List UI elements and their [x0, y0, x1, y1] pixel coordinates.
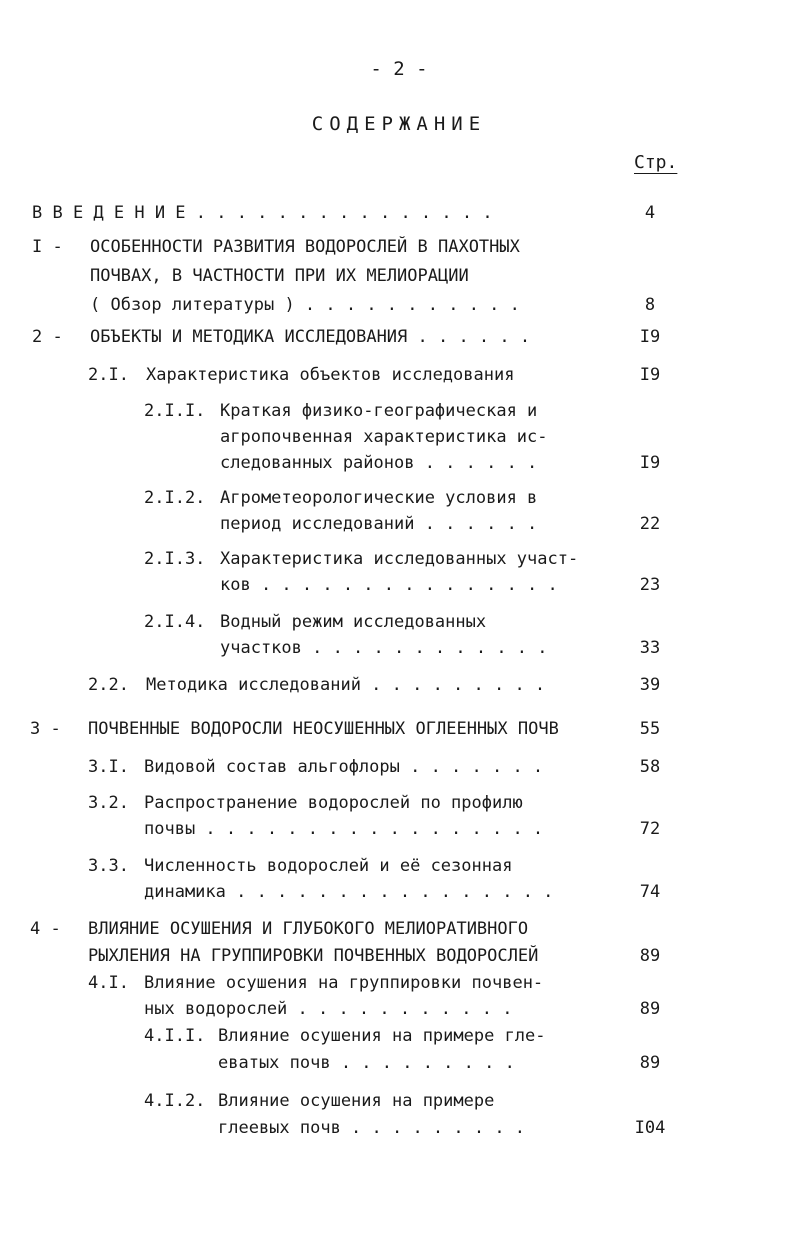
toc-entry-number: 4.I.2.: [144, 1091, 206, 1111]
toc-entry-page: 22: [639, 514, 661, 534]
toc-entry-text: Влияние осушения на примере: [218, 1091, 495, 1111]
toc-entry-text: Влияние осушения на примере гле-: [218, 1026, 546, 1046]
toc-entry-text: еватых почв . . . . . . . . .: [218, 1053, 515, 1073]
toc-entry-number: 2.I.I.: [144, 401, 206, 421]
toc-entry-text: Краткая физико-географическая и: [220, 401, 538, 421]
page-number: - 2 -: [370, 58, 428, 80]
toc-entry-number: I -: [32, 237, 63, 257]
toc-entry-text: глеевых почв . . . . . . . . .: [218, 1118, 526, 1138]
toc-entry-number: 2.2.: [88, 675, 129, 695]
toc-entry-text: ПОЧВАХ, В ЧАСТНОСТИ ПРИ ИХ МЕЛИОРАЦИИ: [90, 266, 469, 286]
toc-entry-text: участков . . . . . . . . . . . .: [220, 638, 548, 658]
toc-entry-page: 74: [639, 882, 661, 902]
toc-entry-text: Видовой состав альгофлоры . . . . . . .: [144, 757, 544, 777]
toc-entry-text: ( Обзор литературы ) . . . . . . . . . . .: [90, 295, 520, 315]
toc-entry-text: агропочвенная характеристика ис-: [220, 427, 548, 447]
toc-entry-page: 4: [644, 203, 656, 223]
toc-entry-page: 89: [639, 946, 661, 966]
toc-entry-text: РЫХЛЕНИЯ НА ГРУППИРОВКИ ПОЧВЕННЫХ ВОДОРОСЛЕЙ: [88, 946, 539, 966]
toc-entry-page: 23: [639, 575, 661, 595]
toc-entry-text: Характеристика исследованных участ-: [220, 549, 579, 569]
toc-entry-number: 2.I.3.: [144, 549, 206, 569]
toc-entry-number: 3.2.: [88, 793, 129, 813]
toc-entry-page: 39: [639, 675, 661, 695]
toc-entry-page: I9: [639, 327, 661, 347]
toc-entry-text: ков . . . . . . . . . . . . . . .: [220, 575, 558, 595]
toc-entry-text: ОБЪЕКТЫ И МЕТОДИКА ИССЛЕДОВАНИЯ . . . . . .: [90, 327, 531, 347]
toc-entry-page: I9: [639, 365, 661, 385]
toc-entry-text: Агрометеорологические условия в: [220, 488, 538, 508]
toc-entry-text: ПОЧВЕННЫЕ ВОДОРОСЛИ НЕОСУШЕННЫХ ОГЛЕЕННЫХ ПОЧВ: [88, 719, 559, 739]
toc-entry-number: 2.I.4.: [144, 612, 206, 632]
toc-entry-text: ных водорослей . . . . . . . . . . .: [144, 999, 513, 1019]
toc-entry-page: I04: [634, 1118, 666, 1138]
toc-entry-page: 55: [639, 719, 661, 739]
toc-entry-text: Водный режим исследованных: [220, 612, 487, 632]
page-title: СОДЕРЖАНИЕ: [311, 113, 487, 135]
toc-entry-text: следованных районов . . . . . .: [220, 453, 538, 473]
toc-entry-number: 4.I.I.: [144, 1026, 206, 1046]
toc-entry-page: 89: [639, 1053, 661, 1073]
toc-entry-page: 89: [639, 999, 661, 1019]
toc-entry-number: 2.I.: [88, 365, 129, 385]
toc-entry-text: Влияние осушения на группировки почвен-: [144, 973, 544, 993]
toc-entry-number: 2 -: [32, 327, 63, 347]
toc-entry-text: период исследований . . . . . .: [220, 514, 538, 534]
toc-entry-text: Распространение водорослей по профилю: [144, 793, 523, 813]
toc-entry-page: 58: [639, 757, 661, 777]
toc-entry-page: 72: [639, 819, 661, 839]
toc-entry-text: ВЛИЯНИЕ ОСУШЕНИЯ И ГЛУБОКОГО МЕЛИОРАТИВНОГО: [88, 919, 529, 939]
toc-entry-number: 2.I.2.: [144, 488, 206, 508]
toc-entry-number: 3.3.: [88, 856, 129, 876]
toc-entry-number: 4 -: [30, 919, 61, 939]
page-column-header: Стр.: [634, 152, 678, 173]
toc-entry-text: Численность водорослей и её сезонная: [144, 856, 513, 876]
toc-entry-page: 8: [644, 295, 656, 315]
toc-entry-text: почвы . . . . . . . . . . . . . . . . .: [144, 819, 544, 839]
toc-entry-page: 33: [639, 638, 661, 658]
toc-entry-text: В В Е Д Е Н И Е . . . . . . . . . . . . . . .: [32, 203, 493, 223]
toc-entry-text: ОСОБЕННОСТИ РАЗВИТИЯ ВОДОРОСЛЕЙ В ПАХОТНЫХ: [90, 237, 520, 257]
toc-entry-number: 3 -: [30, 719, 61, 739]
toc-entry-page: I9: [639, 453, 661, 473]
toc-entry-number: 4.I.: [88, 973, 129, 993]
toc-entry-text: Методика исследований . . . . . . . . .: [146, 675, 546, 695]
toc-entry-number: 3.I.: [88, 757, 129, 777]
toc-entry-text: динамика . . . . . . . . . . . . . . . .: [144, 882, 554, 902]
toc-entry-text: Характеристика объектов исследования: [146, 365, 515, 385]
